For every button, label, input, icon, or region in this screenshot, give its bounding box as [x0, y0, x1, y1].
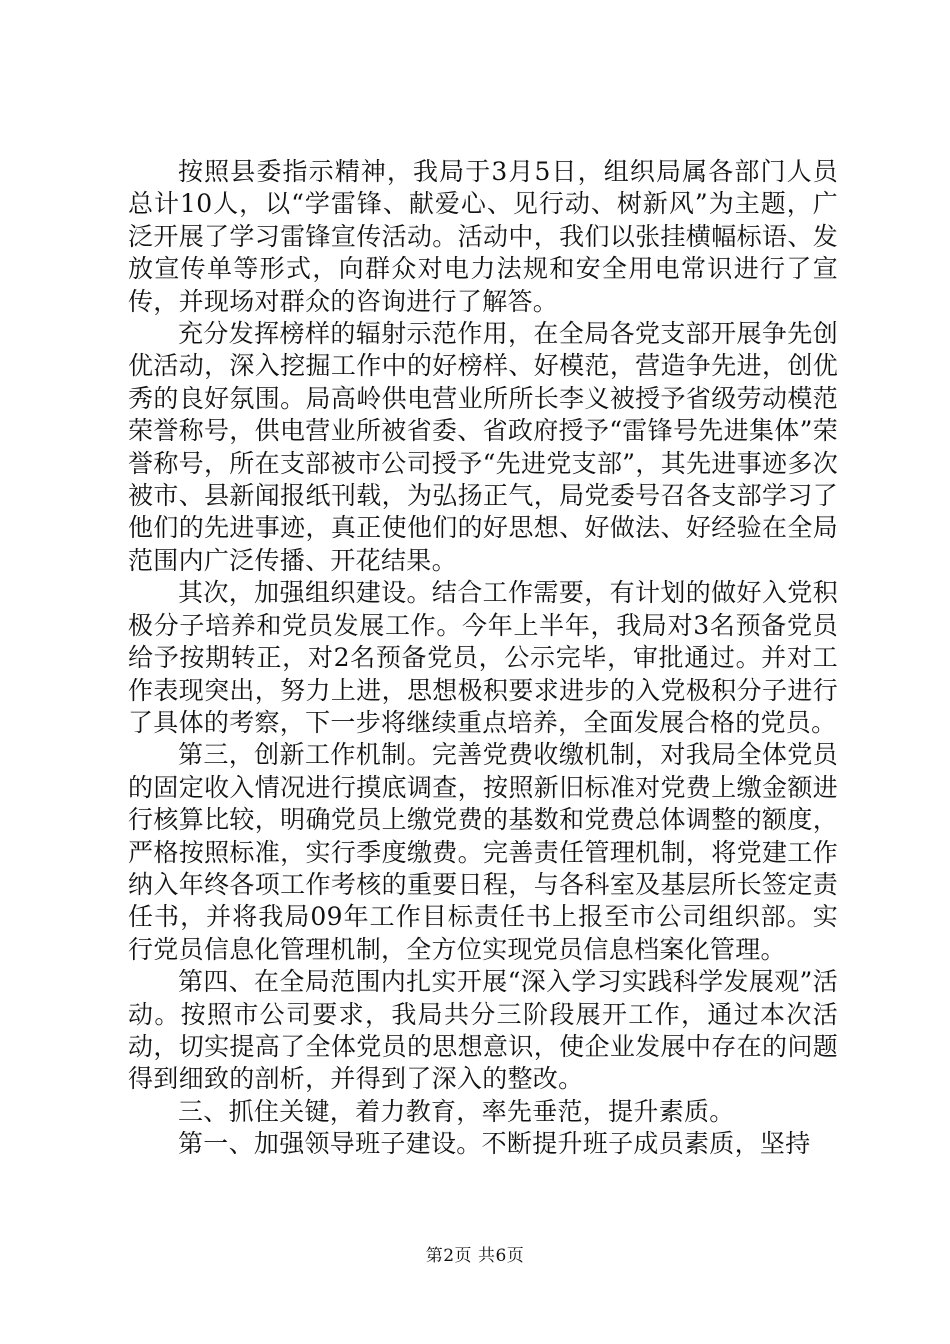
document-body: [128, 156, 838, 1161]
paragraph-6: 三、抓住关键，着力教育，率先垂范，提升素质。: [178, 1096, 735, 1126]
paragraph-2: 充分发挥榜样的辐射示范作用，在全局各党支部开展争先创优活动，深入挖掘工作中的好榜样、好模范，营造争先进，创优秀的良好氛围。局高岭供电营业所所长李义被授予省级劳动模范荣誉称号，供电营业所被省委、省政府授予“雷锋号先进集体”荣誉称号，所在支部被市公司授予“先进党支部”，其先进事迹多次被市、县新闻报纸刊载，为弘扬正气，局党委号召各支部学习了他们的先进事迹，真正使他们的好思想、好做法、好经验在全局范围内广泛传播、开花结果。: [128, 319, 838, 575]
paragraph-7: 第一、加强领导班子建设。不断提升班子成员素质，坚持: [178, 1129, 811, 1159]
paragraph-3: 其次，加强组织建设。结合工作需要，有计划的做好入党积极分子培养和党员发展工作。今年上半年，我局对3名预备党员给予按期转正，对2名预备党员，公示完毕，审批通过。并对工作表现突出，努力上进，思想极积要求进步的入党极积分子进行了具体的考察，下一步将继续重点培养，全面发展合格的党员。: [128, 578, 838, 737]
page-footer: [0, 1245, 950, 1267]
page-number-label: 第2页 共6页: [425, 1246, 525, 1266]
paragraph-1: 按照县委指示精神，我局于3月5日，组织局属各部门人员总计10人，以“学雷锋、献爱心、见行动、树新风”为主题，广泛开展了学习雷锋宣传活动。活动中，我们以张挂横幅标语、发放宣传单等形式，向群众对电力法规和安全用电常识进行了宣传，并现场对群众的咨询进行了解答。: [128, 157, 838, 316]
paragraph-4: 第三，创新工作机制。完善党费收缴机制，对我局全体党员的固定收入情况进行摸底调查，按照新旧标准对党费上缴金额进行核算比较，明确党员上缴党费的基数和党费总体调整的额度，严格按照标准，实行季度缴费。完善责任管理机制，将党建工作纳入年终各项工作考核的重要日程，与各科室及基层所长签定责任书，并将我局09年工作目标责任书上报至市公司组织部。实行党员信息化管理机制，全方位实现党员信息档案化管理。: [128, 740, 838, 964]
paragraph-5: 第四、在全局范围内扎实开展“深入学习实践科学发展观”活动。按照市公司要求，我局共分三阶段展开工作，通过本次活动，切实提高了全体党员的思想意识，使企业发展中存在的问题得到细致的剖析，并得到了深入的整改。: [128, 967, 838, 1094]
